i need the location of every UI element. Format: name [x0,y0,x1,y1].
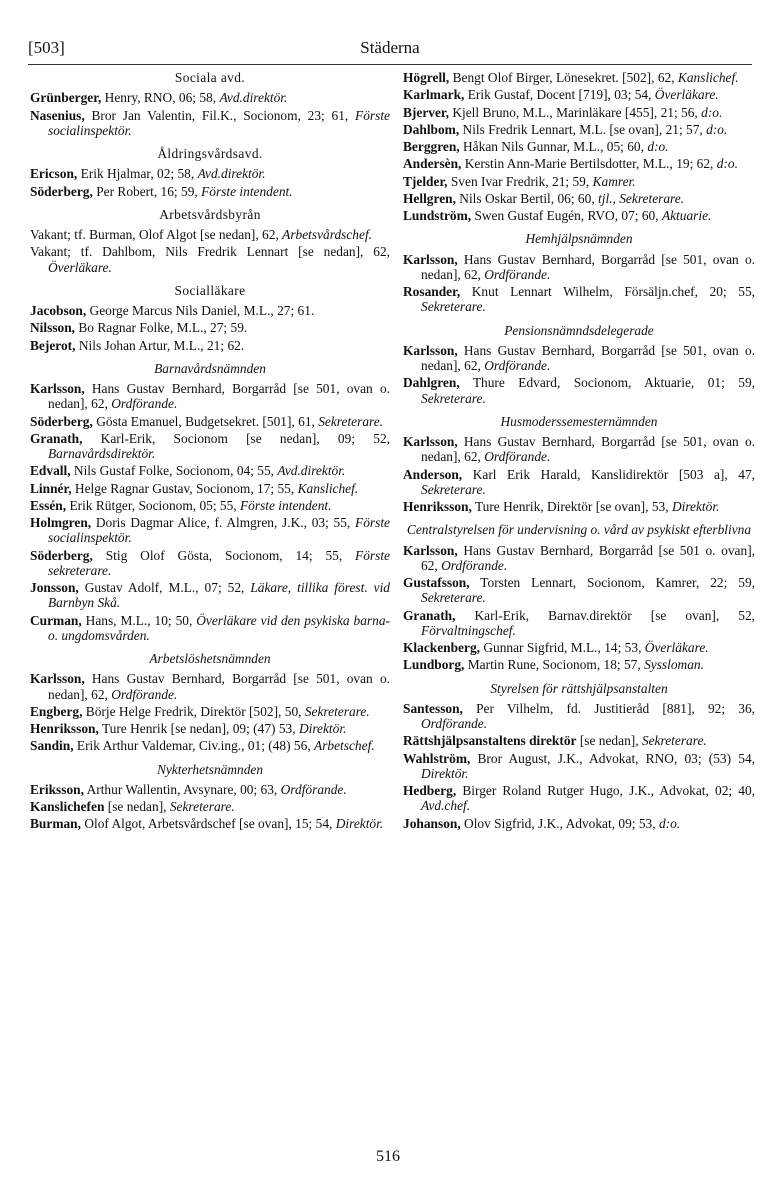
entry-title: Kanslichef. [297,480,359,496]
directory-entry [403,608,755,639]
directory-entry [30,704,390,719]
directory-entry [403,174,755,189]
entry-details: Arthur Wallentin, Avsynare, 00; 63, [83,781,281,797]
directory-entry [30,381,390,412]
directory-entry [403,122,755,137]
entry-title: Överläkare. [654,87,719,103]
entry-name: Burman, [30,816,81,832]
page-title: Städerna [360,38,420,57]
entry-title: Överläkare vid den psykiska barna- o. ungdomsvården. [48,612,390,643]
directory-entry [403,499,755,514]
entry-name: Klackenberg, [403,640,480,655]
entry-details: Swen Gustaf Eugén, RVO, 07; 60, [471,208,662,223]
entry-details: Martin Rune, Socionom, 18; 57, [464,657,645,673]
entry-details: Kjell Bruno, M.L., Marinläkare [455], 21; 56, [448,104,702,120]
directory-entry [30,498,390,513]
entry-name: Jacobson, [30,303,87,318]
entry-title: Avd.direktör. [197,166,266,182]
directory-entry [403,751,755,782]
directory-entry [30,463,390,478]
entry-details: Nils Johan Artur, M.L., 21; 62. [75,337,245,353]
entry-title: Ordförande. [484,266,551,282]
directory-entry [30,613,390,644]
entry-details: Per Vilhelm, fd. Justitieråd [881], 92; 36, [462,700,755,716]
directory-entry [30,184,390,199]
entry-details: Helge Ragnar Gustav, Socionom, 17; 55, [71,480,298,496]
section-heading: Pensionsnämndsdelegerade [504,322,654,338]
entry-details: Birger Roland Rutger Hugo, J.K., Advokat, 02; 40, [456,783,755,798]
entry-details: Hans Gustav Bernhard, Borgarråd [se 501, ovan o. nedan], 62, [48,671,390,702]
entry-details: Sven Ivar Fredrik, 21; 59, [447,173,593,189]
section-heading: Centralstyrelsen för undervisning o. vård av psykiskt efterblivna [406,522,752,538]
directory-entry [30,782,390,797]
entry-name: Karlsson, [30,671,85,687]
entry-details: Knut Lennart Wilhelm, Försäljn.chef, 20; 55, [460,284,755,299]
entry-title: Barnavårdsdirektör. [48,446,156,461]
entry-title: Ordförande. [111,396,178,412]
directory-entry [403,105,755,120]
entry-name: Nilsson, [30,320,76,336]
directory-entry [403,783,755,814]
entry-title: d:o. [701,104,723,120]
entry-details: Gösta Emanuel, Budgetsekret. [501], 61, [92,413,319,429]
directory-entry [30,738,390,753]
entry-details: Hans Gustav Bernhard, Borgarråd [se 501, ovan o. nedan], 62, [421,434,755,465]
entry-details: Gustav Adolf, M.L., 07; 52, [78,580,251,595]
directory-entry [30,515,390,546]
directory-entry [403,70,755,85]
entry-details: Olov Sigfrid, J.K., Advokat, 09; 53, [460,815,659,831]
directory-entry [30,431,390,462]
entry-title: Förste intendent. [201,183,293,199]
entry-title: Arbetschef. [314,738,375,754]
entry-name: Dahlbom, [403,121,460,137]
directory-entry [403,139,755,154]
entry-details: Ture Henrik, Direktör [se ovan], 53, [471,499,672,514]
directory-entry [403,657,755,672]
entry-name: Sandin, [30,738,74,754]
entry-title: Ordförande. [484,449,551,465]
entry-title: Sekreterare. [304,703,370,719]
entry-name: Nasenius, [30,107,85,123]
directory-entry [403,284,755,315]
entry-details: [se nedan], [104,799,170,814]
entry-name: Hedberg, [403,783,457,798]
entry-details: Karl Erik Harald, Kanslidirektör [503 a], 47, [462,466,755,482]
directory-entry [403,191,755,206]
entry-name: Edvall, [30,463,71,479]
entry-name: Lundström, [403,208,472,223]
entry-title: Sekreterare. [318,413,384,429]
entry-title: tjl., Sekreterare. [598,190,685,206]
directory-entry [30,816,390,831]
entry-name: Karlsson, [403,342,458,358]
entry-details: Erik Hjalmar, 02; 58, [77,166,198,182]
entry-name: Karlsson, [403,434,458,449]
entry-details: Karl-Erik, Barnav.direktör [se ovan], 52, [455,607,755,623]
left-column [30,70,390,834]
entry-details: Olof Algot, Arbetsvårdschef [se ovan], 15; 54, [80,816,336,832]
entry-details: Hans Gustav Bernhard, Borgarråd [se 501, ovan o. nedan], 62, [421,251,755,282]
directory-entry [30,548,390,579]
entry-name: Andersèn, [403,156,462,172]
entry-name: Söderberg, [30,547,93,563]
entry-details: Håkan Nils Gunnar, M.L., 05; 60, [459,139,648,154]
entry-name: Tjelder, [403,173,448,189]
entry-name: Henriksson, [403,499,472,514]
entry-title: Överläkare. [644,640,709,655]
directory-entry [30,90,390,105]
entry-title: Direktör. [421,765,469,781]
section-heading: Styrelsen för rättshjälpsanstalten [490,680,668,696]
page-header [28,38,752,60]
entry-name: Engberg, [30,703,83,719]
directory-entry [403,640,755,655]
entry-details: Vakant; tf. Dahlbom, Nils Fredrik Lennart [se nedan], 62, [30,244,390,260]
entry-name: Ericson, [30,166,78,182]
entry-name: Karlsson, [403,251,458,267]
entry-details: Vakant; tf. Burman, Olof Algot [se nedan], 62, [30,227,283,242]
directory-entry [30,799,390,814]
entry-title: Överläkare. [48,259,112,275]
entry-details: Gunnar Sigfrid, M.L., 14; 53, [480,640,645,655]
entry-name: Dahlgren, [403,375,460,391]
directory-entry [30,320,390,335]
entry-name: Henriksson, [30,721,99,736]
directory-entry [30,338,390,353]
entry-details: Bo Ragnar Folke, M.L., 27; 59. [75,320,248,336]
entry-title: Syssloman. [644,657,704,673]
entry-name: Grünberger, [30,90,102,106]
directory-entry [30,580,390,611]
section-heading: Husmoderssemesternämnden [500,413,658,429]
entry-name: Bejerot, [30,337,76,353]
entry-title: Aktuarie. [661,208,712,223]
section-heading: Arbetslöshetsnämnden [149,651,271,666]
entry-details: [se nedan], [576,733,642,749]
section-heading: Nykterhetsnämnden [156,761,264,777]
entry-details: Per Robert, 16; 59, [92,183,202,199]
directory-entry [30,244,390,275]
entry-title: Sekreterare. [421,481,486,497]
page-reference: [503] [28,38,65,57]
entry-title: Kanslichef. [677,70,739,85]
directory-entry [403,375,755,406]
entry-title: Avd.chef. [421,798,471,814]
entry-details: Henry, RNO, 06; 58, [101,90,220,106]
entry-details: Stig Olof Gösta, Socionom, 14; 55, [92,547,356,563]
directory-entry [30,108,390,139]
section-heading: Sociala avd. [174,70,246,85]
directory-entry [30,671,390,702]
entry-name: Jonsson, [30,580,79,595]
entry-title: Avd.direktör. [219,90,288,106]
directory-entry [30,481,390,496]
entry-title: d:o. [658,815,681,831]
entry-title: Förste intendent. [240,497,332,513]
entry-title: Ordförande. [484,358,551,373]
entry-name: Santesson, [403,700,463,716]
section-heading: Socialläkare [174,282,246,298]
entry-name: Bjerver, [403,104,449,120]
directory-entry [403,467,755,498]
entry-title: Avd.direktör. [277,463,346,479]
entry-title: Kamrer. [592,173,636,189]
entry-name: Johanson, [403,815,461,831]
entry-details: Hans Gustav Bernhard, Borgarråd [se 501, ovan o. nedan], 62, [421,342,755,373]
entry-name: Wahlström, [403,750,471,766]
directory-entry [30,721,390,736]
entry-title: Förste socialinspektör. [48,107,390,138]
directory-entry [403,816,755,831]
entry-title: Ordförande. [421,716,488,731]
entry-title: Sekreterare. [421,299,486,315]
entry-details: Börje Helge Fredrik, Direktör [502], 50, [82,703,305,719]
entry-name: Berggren, [403,139,460,154]
entry-name: Essén, [30,497,67,513]
directory-entry [403,575,755,606]
entry-name: Högrell, [403,70,450,85]
section-heading: Arbetsvårdsbyrån [159,206,261,222]
entry-details: Kerstin Ann-Marie Bertilsdotter, M.L., 19; 62, [461,156,717,172]
directory-entry [403,208,755,223]
entry-details: Bengt Olof Birger, Lönesekret. [502], 62, [449,70,678,85]
entry-name: Linnér, [30,480,72,496]
directory-entry [403,343,755,374]
entry-name: Granath, [30,430,83,446]
entry-name: Rosander, [403,284,461,299]
section-heading: Åldringsvårdsavd. [157,146,263,161]
entry-details: Nils Fredrik Lennart, M.L. [se ovan], 21; 57, [459,121,707,137]
entry-details: Thure Edvard, Socionom, Aktuarie, 01; 59, [459,375,755,391]
entry-details: Nils Gustaf Folke, Socionom, 04; 55, [70,463,278,479]
entry-details: Hans, M.L., 10; 50, [81,612,197,628]
entry-details: Erik Arthur Valdemar, Civ.ing., 01; (48) 56, [73,738,315,754]
entry-details: Hans Gustav Bernhard, Borgarråd [se 501, ovan o. nedan], 62, [48,381,390,412]
entry-title: Förvaltningschef. [421,622,516,638]
entry-name: Curman, [30,612,82,628]
entry-name: Holmgren, [30,515,92,530]
directory-entry [30,227,390,242]
entry-name: Karlmark, [403,87,465,103]
entry-name: Gustafsson, [403,575,470,590]
entry-title: d:o. [706,121,728,137]
entry-title: Ordförande. [441,557,508,573]
entry-name: Granath, [403,607,456,623]
entry-title: Ordförande. [111,686,178,702]
entry-title: Sekreterare. [169,799,235,814]
entry-title: d:o. [716,156,738,172]
entry-title: Läkare, tillika förest. vid Barnbyn Skå. [48,580,390,611]
header-rule [28,64,752,65]
entry-name: Kanslichefen [30,799,105,814]
directory-entry [30,166,390,181]
section-heading: Hemhjälpsnämnden [525,231,633,247]
entry-title: Direktör. [671,499,720,514]
entry-details: Hans Gustav Bernhard, Borgarråd [se 501 o. ovan], 62, [421,542,755,573]
entry-title: Sekreterare. [421,390,486,406]
entry-details: Karl-Erik, Socionom [se nedan], 09; 52, [82,430,390,446]
entry-details: Bror Jan Valentin, Fil.K., Socionom, 23; 61, [84,107,356,123]
entry-title: Förste socialinspektör. [48,515,390,546]
entry-details: Ture Henrik [se nedan], 09; (47) 53, [98,721,299,736]
directory-entry [403,434,755,465]
entry-name: Söderberg, [30,413,93,429]
directory-entry [403,252,755,283]
directory-entry [403,733,755,748]
page-number: 516 [376,1148,400,1165]
entry-details: Doris Dagmar Alice, f. Almgren, J.K., 03; 55, [91,515,356,530]
entry-details: Erik Rütger, Socionom, 05; 55, [66,497,240,513]
entry-title: Direktör. [335,816,384,832]
directory-entry [403,701,755,732]
entry-title: Förste sekreterare. [48,547,390,578]
directory-entry [403,543,755,574]
directory-entry [30,303,390,318]
entry-title: Arbetsvårdschef. [282,227,373,242]
entry-title: Direktör. [298,721,347,736]
entry-name: Karlsson, [30,381,85,396]
entry-name: Anderson, [403,466,463,482]
entry-name: Söderberg, [30,183,93,199]
section-heading: Barnavårdsnämnden [154,360,266,376]
entry-title: Sekreterare. [641,733,707,749]
entry-details: George Marcus Nils Daniel, M.L., 27; 61. [86,303,315,318]
entry-details: Erik Gustaf, Docent [719], 03; 54, [464,87,655,103]
entry-title: Sekreterare. [421,590,486,606]
entry-details: Torsten Lennart, Socionom, Kamrer, 22; 59, [469,575,755,590]
entry-name: Eriksson, [30,781,84,797]
directory-entry [403,87,755,102]
directory-entry [30,414,390,429]
directory-entry [403,156,755,171]
entry-title: d:o. [647,139,669,154]
entry-name: Hellgren, [403,190,456,206]
entry-title: Ordförande. [280,781,347,797]
right-column [403,70,755,833]
entry-details: Bror August, J.K., Advokat, RNO, 03; (53) 54, [470,750,755,766]
entry-details: Nils Oskar Bertil, 06; 60, [455,190,599,206]
entry-name: Rättshjälpsanstaltens direktör [403,733,577,749]
entry-name: Lundborg, [403,657,465,673]
entry-name: Karlsson, [403,542,458,558]
